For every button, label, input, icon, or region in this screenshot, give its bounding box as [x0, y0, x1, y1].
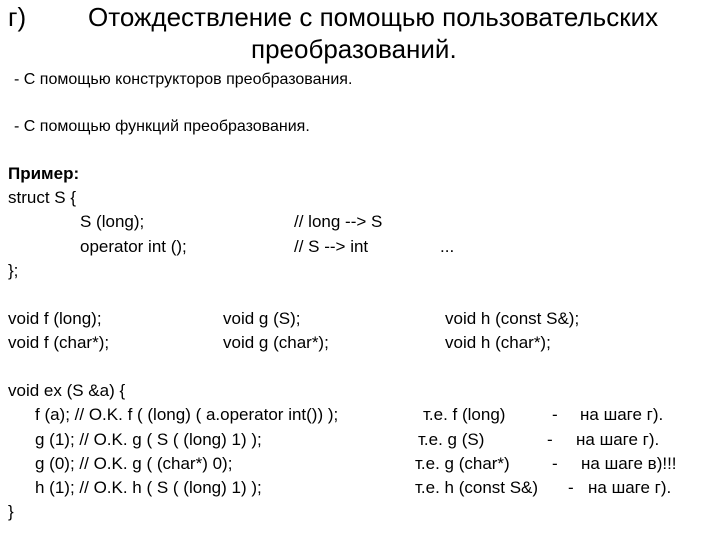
member-comment: // S --> int [294, 237, 369, 256]
func-open: void ex (S &a) { [8, 381, 126, 400]
overload-f-long: void f (long); [8, 309, 102, 328]
overload-h-const-s: void h (const S&); [445, 309, 580, 328]
heading-line-2: преобразований. [251, 34, 457, 64]
struct-close: }; [8, 261, 19, 280]
member-comment: // long --> S [294, 212, 383, 231]
call-step: на шаге г). [588, 478, 672, 497]
func-close: } [8, 502, 14, 521]
call-step: на шаге в)!!! [581, 454, 677, 473]
bullet-conversion-constructors: - С помощью конструкторов преобразования. [14, 71, 353, 88]
call-line: f (a); // O.K. f ( (long) ( a.operator int()) ); [35, 405, 339, 424]
call-line: g (0); // O.K. g ( (char*) 0); [35, 454, 233, 473]
bullet-conversion-functions: - С помощью функций преобразования. [14, 118, 310, 135]
struct-open: struct S { [8, 188, 77, 207]
call-ie: т.е. g (S) [418, 430, 485, 449]
call-ie: т.е. f (long) [423, 405, 506, 424]
call-dash: - [552, 405, 558, 424]
member-decl: S (long); [80, 212, 145, 231]
overload-h-char: void h (char*); [445, 333, 551, 352]
call-step: на шаге г). [576, 430, 660, 449]
overload-g-s: void g (S); [223, 309, 301, 328]
call-line: g (1); // O.K. g ( S ( (long) 1) ); [35, 430, 262, 449]
call-ie: т.е. h (const S&) [415, 478, 539, 497]
call-dash: - [568, 478, 574, 497]
heading-line-1: Отождествление с помощью пользовательских [88, 2, 659, 32]
ellipsis: ... [440, 237, 455, 256]
example-label: Пример: [8, 164, 80, 183]
call-dash: - [552, 454, 558, 473]
heading-letter: г) [8, 2, 27, 32]
call-ie: т.е. g (char*) [415, 454, 510, 473]
call-line: h (1); // O.K. h ( S ( (long) 1) ); [35, 478, 262, 497]
member-decl: operator int (); [80, 237, 187, 256]
overload-g-char: void g (char*); [223, 333, 329, 352]
call-step: на шаге г). [580, 405, 664, 424]
call-dash: - [547, 430, 553, 449]
overload-f-char: void f (char*); [8, 333, 110, 352]
